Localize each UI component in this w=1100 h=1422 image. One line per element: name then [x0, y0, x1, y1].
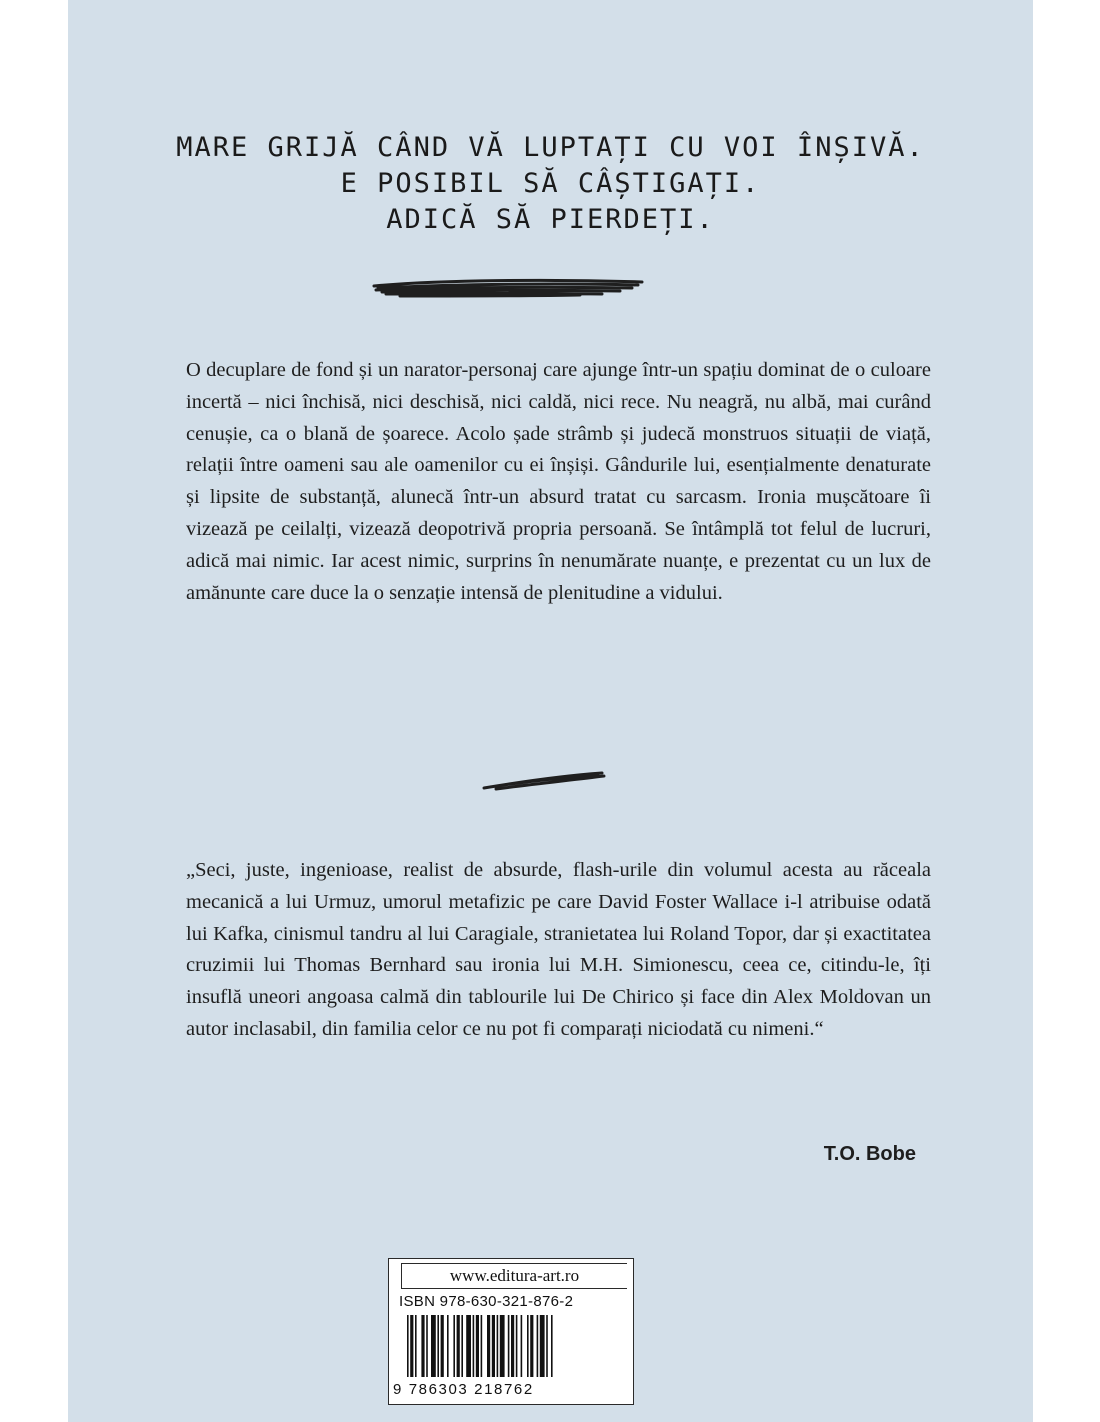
barcode-bar — [546, 1315, 548, 1377]
barcode-bar — [437, 1315, 439, 1377]
barcode-bar — [487, 1315, 490, 1377]
barcode-bar — [516, 1315, 518, 1377]
publisher-website: www.editura-art.ro — [401, 1263, 627, 1289]
barcode-bar — [441, 1315, 444, 1377]
barcode-graphic — [399, 1315, 623, 1381]
barcode-bar — [426, 1315, 428, 1377]
handwritten-quote-line-1: MARE GRIJĂ CÂND VĂ LUPTAȚI CU VOI ÎNȘIVĂ. — [176, 132, 925, 163]
handwritten-quote-line-3: ADICĂ SĂ PIERDEȚI. — [386, 204, 715, 235]
barcode-bar — [492, 1315, 495, 1377]
barcode-bar — [407, 1315, 409, 1377]
barcode-bar — [511, 1315, 514, 1377]
barcode-bar — [473, 1315, 475, 1377]
handwritten-quote-line-2: E POSIBIL SĂ CÂȘTIGAȚI. — [340, 168, 761, 199]
barcode-bar — [537, 1315, 539, 1377]
barcode-bar — [476, 1315, 479, 1377]
barcode-bar — [415, 1315, 417, 1377]
barcode-bar — [421, 1315, 424, 1377]
isbn-number: ISBN 978-630-321-876-2 — [399, 1293, 574, 1310]
barcode-bar — [461, 1315, 463, 1377]
barcode-bar — [521, 1315, 523, 1377]
barcode-bar — [453, 1315, 455, 1377]
barcode-bar — [410, 1315, 413, 1377]
barcode-bar — [466, 1315, 471, 1377]
barcode-bar — [500, 1315, 505, 1377]
barcode-bar — [431, 1315, 436, 1377]
barcode-bar — [508, 1315, 510, 1377]
barcode-bar — [447, 1315, 449, 1377]
critic-blurb: „Seci, juste, ingenioase, realist de absurde, flash-urile din volumul acesta au răceala mecanică a lui Urmuz, umorul metafizic pe care David Foster Wallace i-l atribuise odată lui Kafka, cinismul tandru al lui Caragiale, stranietatea lui Roland Topor, dar și exactitatea cruzimii lui Thomas Bernhard sau ironia lui M.H. Simionescu, ceea ce, citindu-le, îți insuflă uneori angoasa calmă din tablourile lui De Chirico și face din Alex Moldovan un autor inclasabil, din familia celor ce nu pot fi comparați niciodată cu nimeni.“ — [186, 859, 931, 1040]
blurb-author: T.O. Bobe — [823, 1143, 916, 1165]
barcode-bar — [551, 1315, 553, 1377]
barcode-bar — [530, 1315, 533, 1377]
barcode-label — [388, 1258, 634, 1405]
book-description: O decuplare de fond și un narator-personaj care ajunge într-un spațiu dominat de o culoare incertă – nici închisă, nici deschisă, nici caldă, nici rece. Nu neagră, nu albă, mai curând cenușie, ca o blană de șoarece. Acolo șade strâmb și judecă monstruos situații de viață, relații între oameni sau ale oamenilor cu ei înșiși. Gândurile lui, esențialmente denaturate și lipsite de substanță, alunecă într-un absurd tratat cu sarcasm. Ironia mușcătoare îi vizează pe ceilalți, vizează deopotrivă propria persoană. Se întâmplă tot felul de lucruri, adică mai nimic. Iar acest nimic, surprins în nenumărate nuanțe, e prezentat cu un lux de amănunte care duce la o senzație intensă de plenitudine a vidului. — [186, 359, 931, 604]
barcode-digits: 9 786303 218762 — [393, 1381, 534, 1398]
scribble-divider-middle — [480, 770, 610, 792]
barcode-bar — [481, 1315, 483, 1377]
barcode-bar — [497, 1315, 499, 1377]
barcode-bar — [457, 1315, 460, 1377]
scribble-divider-top — [370, 276, 650, 300]
book-back-cover — [68, 0, 1033, 1422]
barcode-bar — [540, 1315, 545, 1377]
barcode-bar — [527, 1315, 529, 1377]
